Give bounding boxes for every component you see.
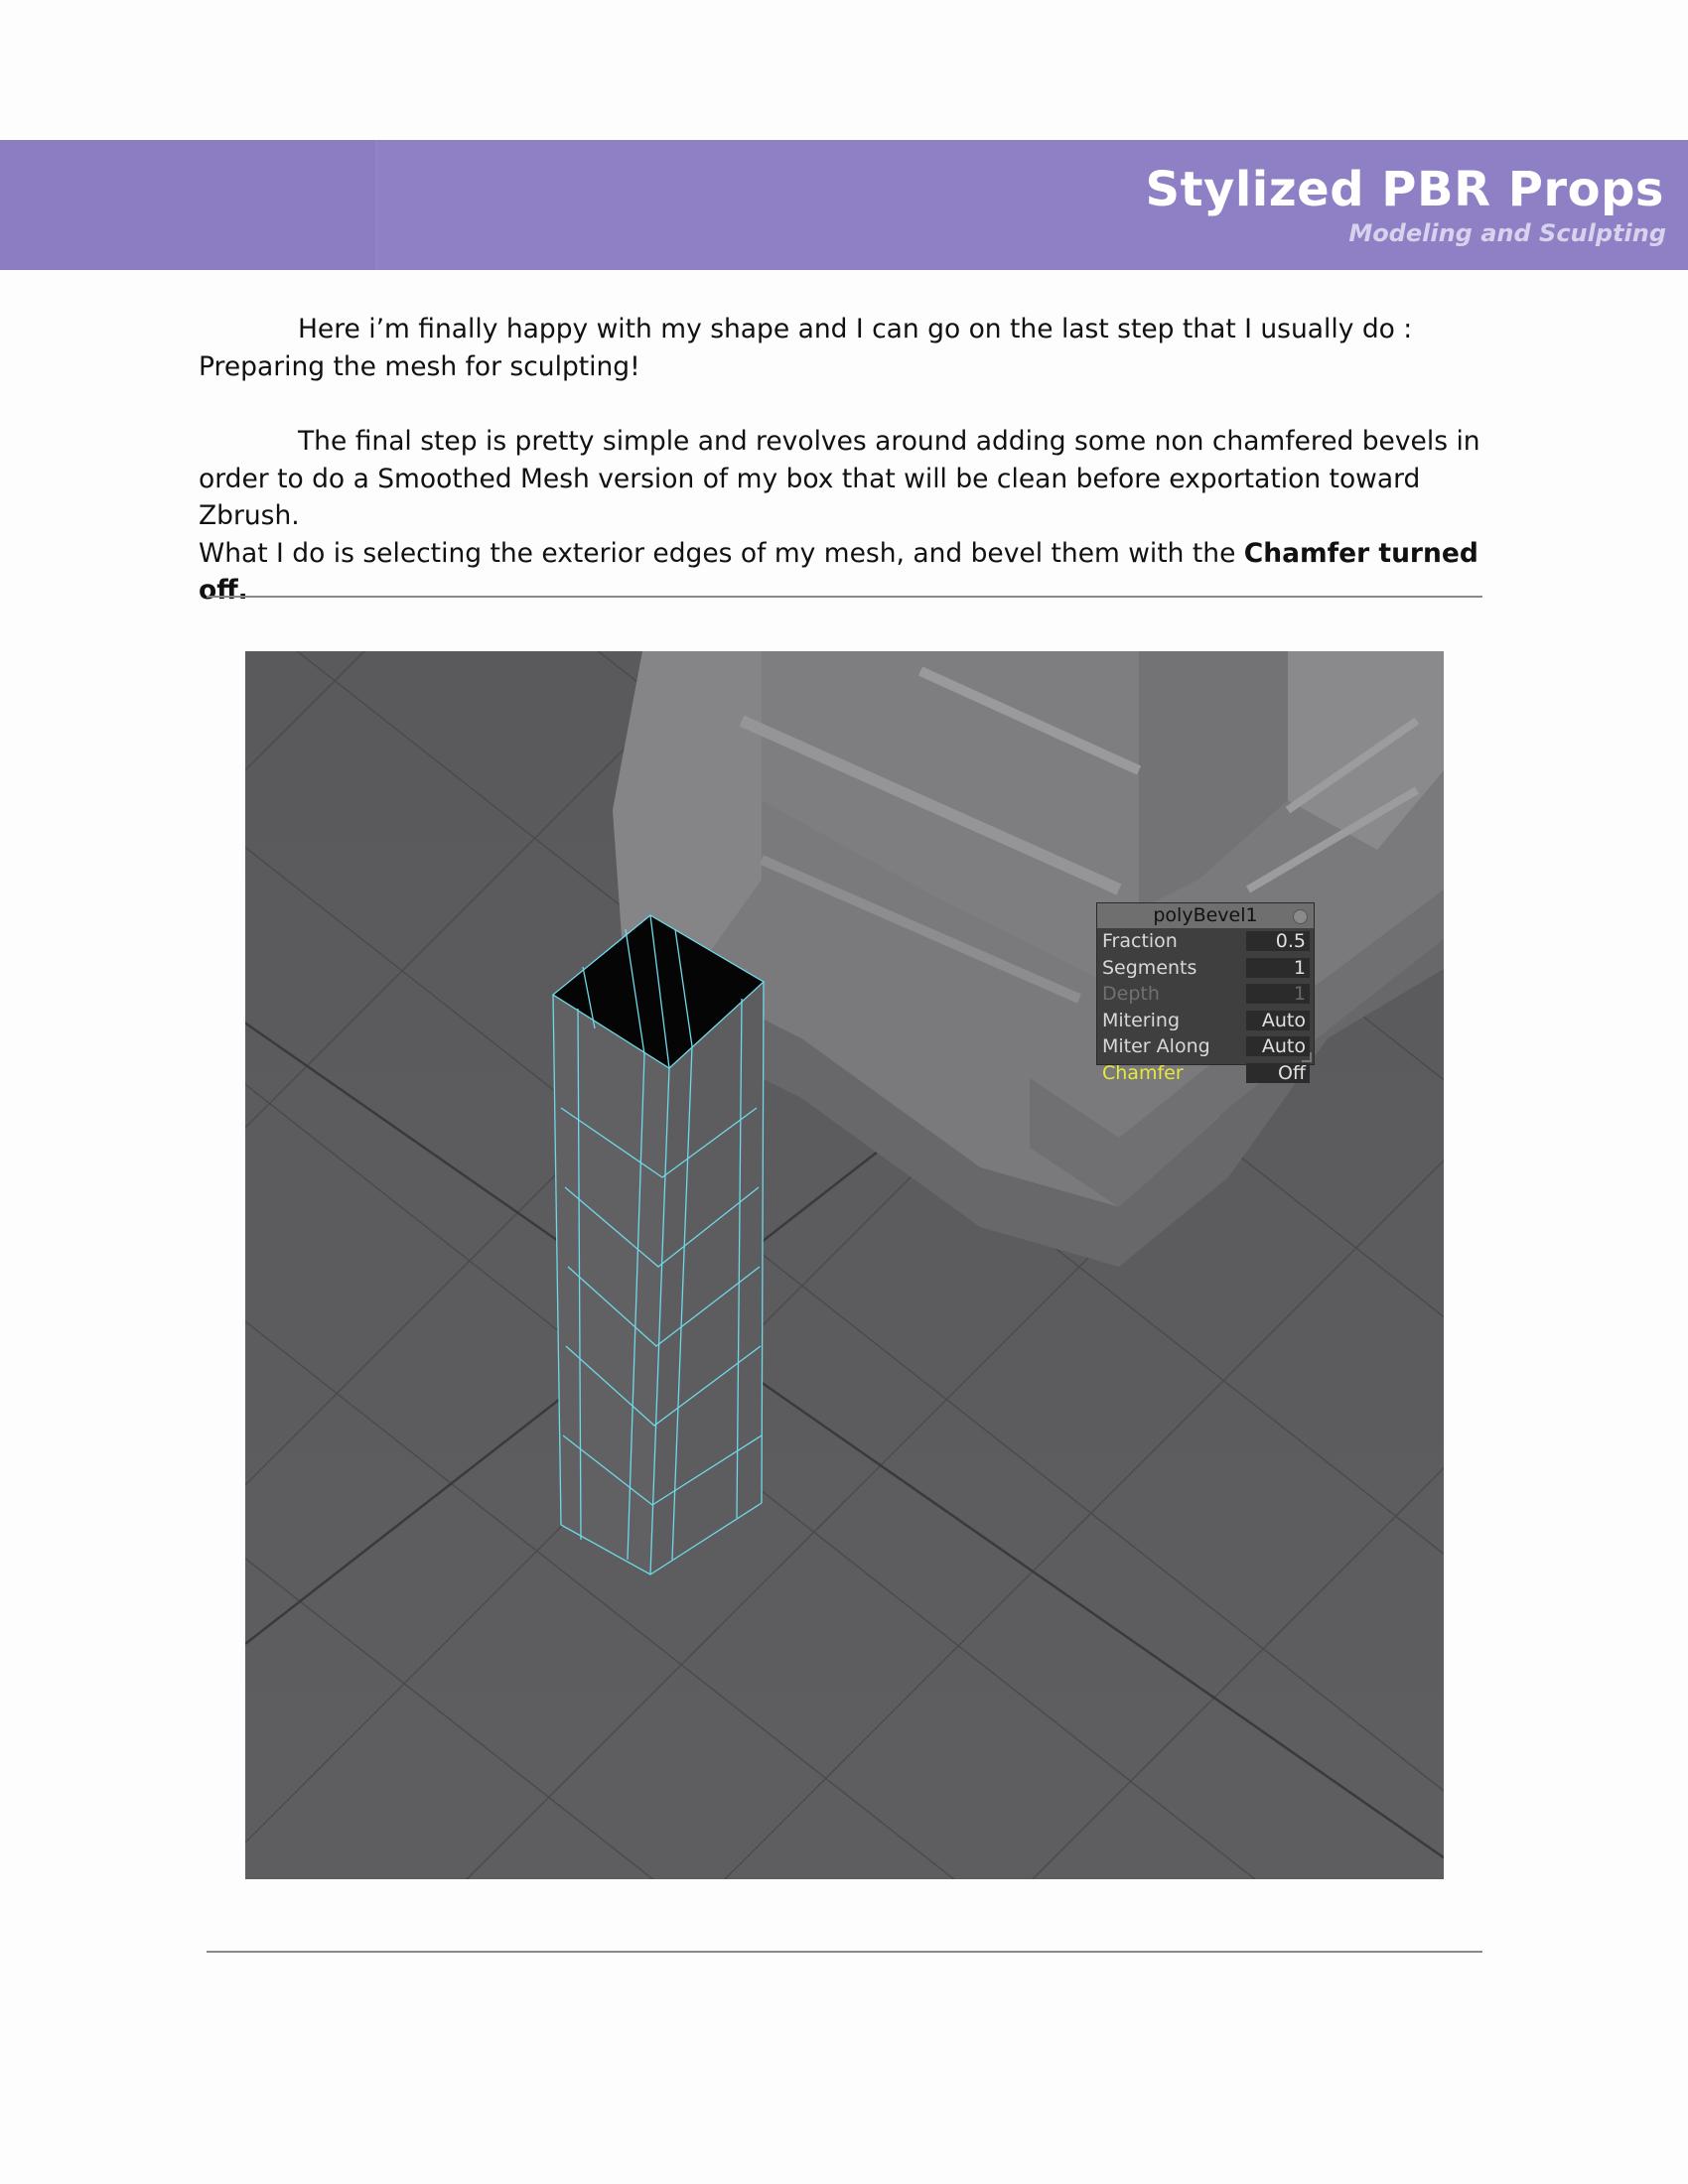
bevel-label: Chamfer — [1102, 1061, 1184, 1084]
polybevel-panel-title[interactable] — [1097, 903, 1314, 928]
panel-close-icon[interactable] — [1293, 909, 1308, 924]
bevel-row-miter-along[interactable] — [1097, 1033, 1314, 1060]
viewport-scene — [245, 651, 1444, 1879]
bevel-label: Mitering — [1102, 1009, 1181, 1031]
document-subtitle: Modeling and Sculpting — [1348, 219, 1666, 247]
bevel-row-depth — [1097, 981, 1314, 1008]
beveled-pillar-wireframe — [553, 915, 764, 1574]
bevel-label: Depth — [1102, 983, 1160, 1005]
segments-value-field[interactable]: 1 — [1246, 958, 1310, 978]
chamfer-value-field[interactable]: Off — [1246, 1063, 1310, 1083]
paragraph-final-step-text: The final step is pretty simple and revolves around adding some non chamfered bevels in order to do a Smoothed Mesh version of my box that will be clean before exportation toward Zbrush. — [199, 426, 1480, 531]
panel-resize-grip-icon[interactable] — [1302, 1052, 1312, 1062]
polybevel-title-text: polyBevel1 — [1153, 904, 1258, 926]
depth-value-field: 1 — [1246, 984, 1310, 1004]
header-band — [0, 140, 1688, 270]
paragraph-intro — [199, 311, 1489, 385]
bevel-row-segments[interactable] — [1097, 955, 1314, 982]
chamfer-off-emphasis: Chamfer turned off. — [199, 537, 1478, 606]
document-title: Stylized PBR Props — [1145, 162, 1664, 217]
bevel-row-chamfer[interactable] — [1097, 1060, 1314, 1087]
divider-bottom — [207, 1951, 1482, 1953]
bevel-row-mitering[interactable] — [1097, 1008, 1314, 1034]
paragraph-bevel-text: What I do is selecting the exterior edges of my mesh, and bevel them with the — [199, 537, 1244, 569]
bevel-label: Fraction — [1102, 930, 1178, 952]
header-shade — [0, 140, 377, 270]
bevel-label: Segments — [1102, 956, 1197, 979]
divider-top — [207, 596, 1482, 598]
paragraph-final-step — [199, 423, 1489, 610]
maya-viewport-screenshot — [245, 651, 1444, 1879]
bevel-row-fraction[interactable] — [1097, 928, 1314, 955]
miter-along-value-field[interactable]: Auto — [1246, 1036, 1310, 1056]
mitering-value-field[interactable]: Auto — [1246, 1011, 1310, 1030]
bevel-label: Miter Along — [1102, 1035, 1210, 1057]
fraction-value-field[interactable]: 0.5 — [1246, 931, 1310, 951]
paragraph-intro-text: Here i’m finally happy with my shape and I can go on the last step that I usually do : Preparing the mesh for sculpting! — [199, 314, 1413, 382]
polybevel-attribute-panel[interactable] — [1096, 902, 1315, 1084]
